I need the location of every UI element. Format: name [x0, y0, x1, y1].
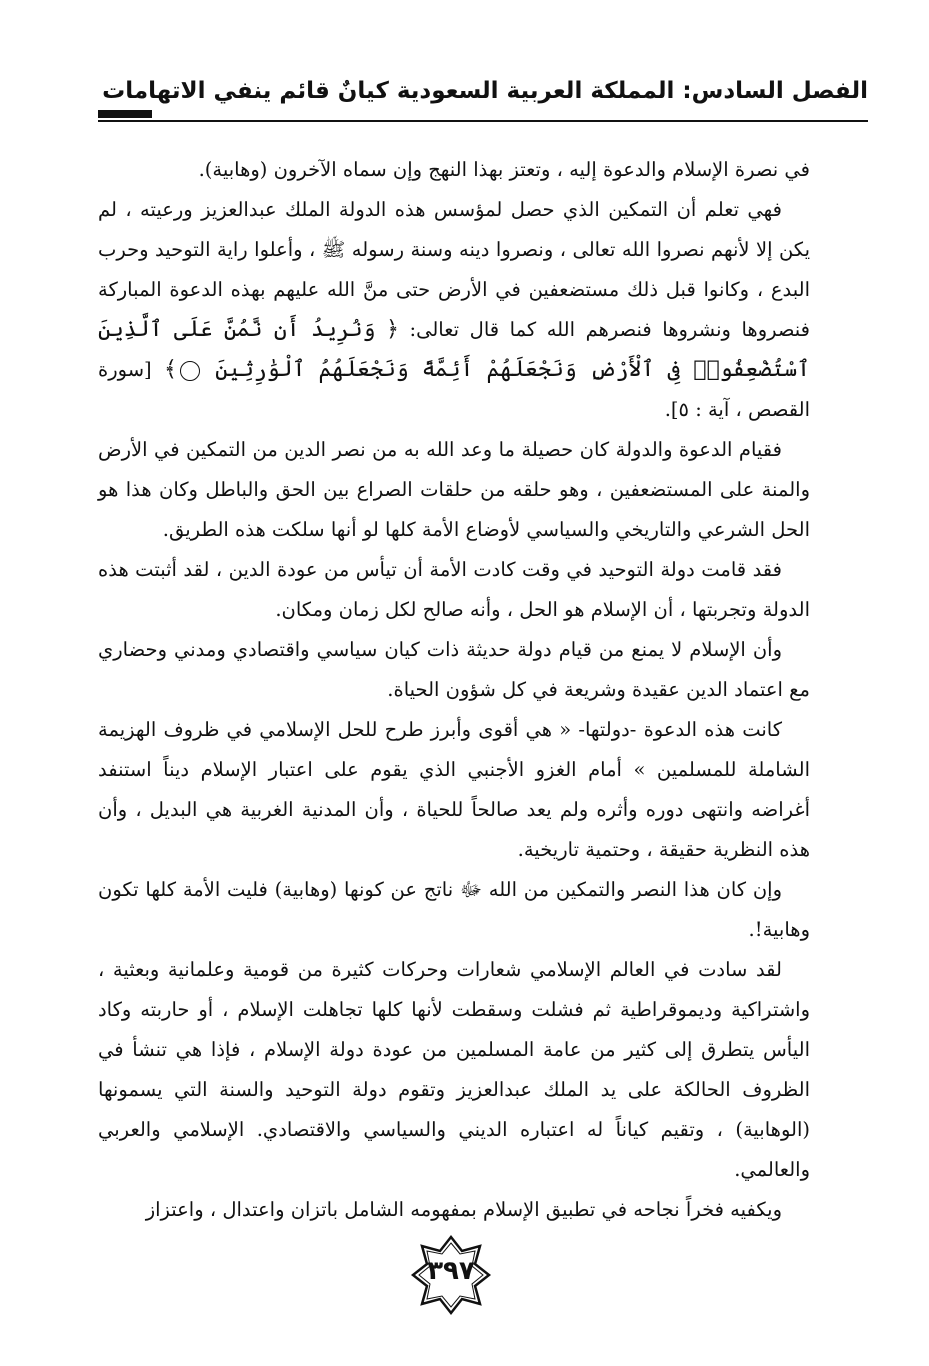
- paragraph-1: في نصرة الإسلام والدعوة إليه ، وتعتز بهذا النهج وإن سماه الآخرون (وهابية).: [198, 158, 810, 181]
- quran-reference: [سورة القصص ، آية : ٥].: [98, 358, 810, 421]
- paragraph-8: لقد سادت في العالم الإسلامي شعارات وحركات كثيرة من قومية وعلمانية وبعثية ، واشتراكية وديموقراطية ثم فشلت وسقطت لأنها كلها تجاهلت الإسلام ، أو حاربته وكاد اليأس يتطرق إلى كثير من عامة المسلمين من عودة دولة الإسلام ، فإذا هي تنشأ في الظروف الحالكة على يد الملك عبدالعزيز وتقوم دولة التوحيد والسنة التي يسمونها (الوهابية) ، وتقيم كياناً له اعتباره الديني والسياسي والاقتصادي. الإسلامي والعربي والعالمي.: [98, 958, 810, 1181]
- paragraph-2-text: فهي تعلم أن التمكين الذي حصل لمؤسس هذه الدولة الملك عبدالعزيز ورعيته ، لم يكن إلا لأنهم نصروا الله تعالى ، ونصروا دينه وسنة رسوله ﷺ ، وأعلوا راية التوحيد وحرب البدع ، وكانوا قبل ذلك مستضعفين في الأرض حتى منَّ الله عليهم بهذه الدعوة المباركة فنصروها ونشروها فنصرهم الله كما قال تعالى:: [98, 198, 810, 341]
- running-header: [98, 72, 868, 122]
- paragraph-7: وإن كان هذا النصر والتمكين من الله ﷻ ناتج عن كونها (وهابية) فليت الأمة كلها تكون وهابية!.: [98, 878, 810, 941]
- paragraph-3: فقيام الدعوة والدولة كان حصيلة ما وعد الله به من نصر الدين من التمكين في الأرض والمنة على المستضعفين ، وهو حلقه من حلقات الصراع بين الحق والباطل وكان هذا هو الحل الشرعي والتاريخي والسياسي لأوضاع الأمة كلها لو أنها سلكت هذه الطريق.: [98, 438, 810, 541]
- page-number-badge: [410, 1234, 492, 1316]
- paragraph-5: وأن الإسلام لا يمنع من قيام دولة حديثة ذات كيان سياسي واقتصادي ومدني وحضاري مع اعتماد الدين عقيدة وشريعة في كل شؤون الحياة.: [98, 638, 810, 701]
- body-text: [98, 150, 810, 1230]
- quran-open-bracket: ﴿: [386, 317, 399, 342]
- quran-verse: وَنُرِيدُ أَن نَّمُنَّ عَلَى ٱلَّذِينَ ٱسْتُضْعِفُوا۟ فِى ٱلْأَرْضِ وَنَجْعَلَهُمْ أَئِمَّةً وَنَجْعَلَهُمُ ٱلْوَٰرِثِينَ: [98, 317, 810, 382]
- header-rule-mark: [98, 110, 152, 118]
- ayah-end-icon: [180, 361, 200, 381]
- paragraph-4: فقد قامت دولة التوحيد في وقت كادت الأمة أن تيأس من عودة الدين ، لقد أثبتت هذه الدولة وتجربتها ، أن الإسلام هو الحل ، وأنه صالح لكل زمان ومكان.: [98, 558, 810, 621]
- paragraph-2: [98, 190, 810, 430]
- paragraph-6: كانت هذه الدعوة -دولتها- « هي أقوى وأبرز طرح للحل الإسلامي في ظروف الهزيمة الشاملة للمسلمين » أمام الغزو الأجنبي الذي يقوم على اعتبار الإسلام ديناً استنفد أغراضه وانتهى دوره وأثره ولم يعد صالحاً للحياة ، وأن المدنية الغربية هي البديل ، وأن هذه النظرية حقيقة ، وحتمية تاريخية.: [98, 718, 810, 861]
- paragraph-9: ويكفيه فخراً نجاحه في تطبيق الإسلام بمفهومه الشامل باتزان واعتدال ، واعتزاز: [145, 1198, 782, 1221]
- quran-close-bracket: ﴾: [163, 357, 177, 382]
- chapter-title: الفصل السادس: المملكة العربية السعودية كيانٌ قائم ينفي الاتهامات: [102, 78, 868, 104]
- page-number: ٣٩٧: [427, 1256, 475, 1286]
